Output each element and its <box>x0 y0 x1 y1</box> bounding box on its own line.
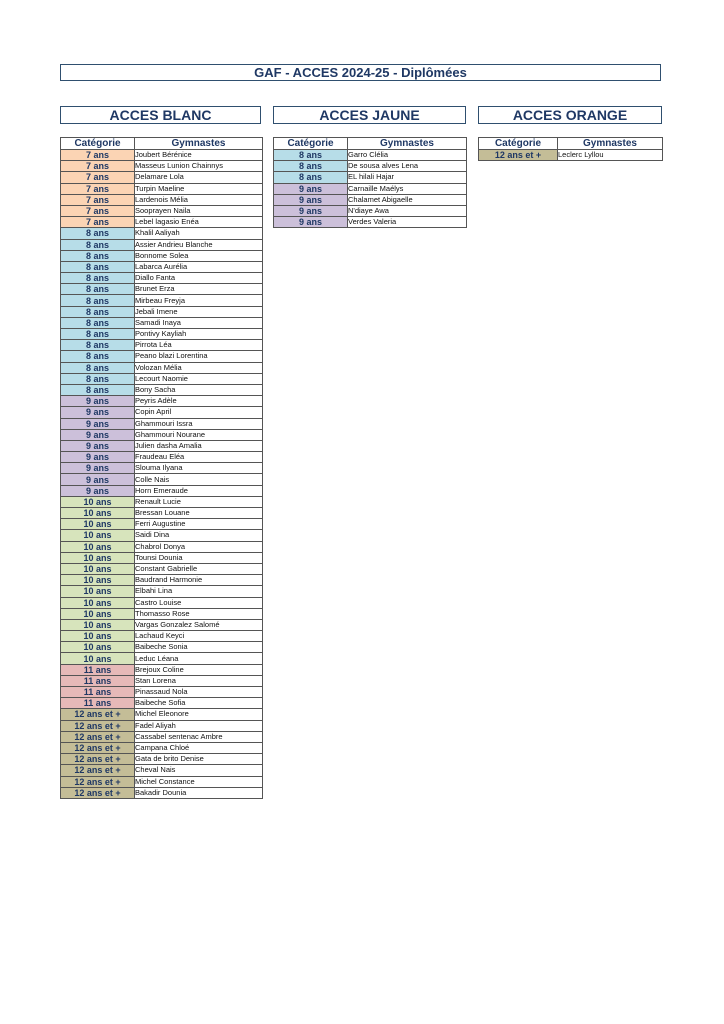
category-cell: 9 ans <box>61 396 135 407</box>
gymnast-name-cell: Bressan Louane <box>135 508 263 519</box>
table-row <box>61 608 263 619</box>
gymnast-name-cell: Mirbeau Freyja <box>135 295 263 306</box>
table-row <box>61 552 263 563</box>
gymnast-name-cell: Slouma Ilyana <box>135 463 263 474</box>
page-title: GAF - ACCES 2024-25 - Diplômées <box>60 64 661 81</box>
table-row <box>61 161 263 172</box>
gymnast-name-cell: Labarca Aurélia <box>135 261 263 272</box>
gymnast-name-cell: Bonnome Solea <box>135 250 263 261</box>
table-acces-jaune <box>273 137 467 228</box>
table-row <box>61 194 263 205</box>
category-cell: 12 ans et + <box>479 150 558 161</box>
category-cell: 11 ans <box>61 698 135 709</box>
table-row <box>61 239 263 250</box>
table-row <box>61 575 263 586</box>
table-row <box>61 228 263 239</box>
category-cell: 9 ans <box>61 429 135 440</box>
category-cell: 9 ans <box>274 205 348 216</box>
table-row <box>61 317 263 328</box>
category-cell: 10 ans <box>61 619 135 630</box>
gymnast-name-cell: Peyris Adèle <box>135 396 263 407</box>
category-cell: 12 ans et + <box>61 754 135 765</box>
table-row <box>61 284 263 295</box>
category-cell: 8 ans <box>274 161 348 172</box>
table-row <box>61 150 263 161</box>
category-cell: 10 ans <box>61 653 135 664</box>
table-row <box>61 373 263 384</box>
gymnast-name-cell: Michel Constance <box>135 776 263 787</box>
category-cell: 10 ans <box>61 575 135 586</box>
gymnast-name-cell: N'diaye Awa <box>348 205 467 216</box>
table-row <box>274 205 467 216</box>
gymnast-name-cell: Bony Sacha <box>135 384 263 395</box>
table-row <box>61 698 263 709</box>
gymnast-name-cell: Renault Lucie <box>135 496 263 507</box>
table-row <box>61 384 263 395</box>
category-cell: 12 ans et + <box>61 731 135 742</box>
table-row <box>61 664 263 675</box>
gymnast-name-cell: Lebel lagasio Enéa <box>135 217 263 228</box>
category-cell: 8 ans <box>61 340 135 351</box>
gymnast-name-cell: Ghammouri Issra <box>135 418 263 429</box>
column-header-category: Catégorie <box>479 138 558 150</box>
gymnast-name-cell: Ferri Augustine <box>135 519 263 530</box>
gymnast-name-cell: Diallo Fanta <box>135 273 263 284</box>
gymnast-name-cell: Campana Chloé <box>135 742 263 753</box>
category-cell: 10 ans <box>61 519 135 530</box>
table-row <box>61 642 263 653</box>
gymnast-name-cell: Sooprayen Naila <box>135 205 263 216</box>
category-cell: 7 ans <box>61 161 135 172</box>
gymnast-name-cell: Ghammouri Nourane <box>135 429 263 440</box>
gymnast-name-cell: Thomasso Rose <box>135 608 263 619</box>
gymnast-name-cell: Baudrand Harmonie <box>135 575 263 586</box>
table-row <box>274 161 467 172</box>
category-cell: 8 ans <box>61 273 135 284</box>
table-row <box>61 731 263 742</box>
category-cell: 9 ans <box>274 183 348 194</box>
gymnast-name-cell: Verdes Valeria <box>348 217 467 228</box>
category-cell: 8 ans <box>61 362 135 373</box>
table-row <box>61 463 263 474</box>
category-cell: 7 ans <box>61 194 135 205</box>
category-cell: 8 ans <box>61 317 135 328</box>
gymnast-name-cell: Pinassaud Nola <box>135 687 263 698</box>
table-row <box>61 776 263 787</box>
category-cell: 8 ans <box>61 228 135 239</box>
table-header-row <box>61 138 263 150</box>
table-row <box>61 250 263 261</box>
gymnast-name-cell: Horn Emeraude <box>135 485 263 496</box>
gymnast-name-cell: Leduc Léana <box>135 653 263 664</box>
gymnast-name-cell: Baibeche Sofia <box>135 698 263 709</box>
gymnast-name-cell: Jebali Imene <box>135 306 263 317</box>
table-header-row <box>479 138 663 150</box>
gymnast-name-cell: Joubert Bérénice <box>135 150 263 161</box>
gymnast-name-cell: Lecourt Naomie <box>135 373 263 384</box>
gymnast-name-cell: Carnaille Maélys <box>348 183 467 194</box>
table-row <box>61 720 263 731</box>
table-row <box>61 653 263 664</box>
table-row <box>61 586 263 597</box>
category-cell: 10 ans <box>61 530 135 541</box>
gymnast-name-cell: Brunet Erza <box>135 284 263 295</box>
category-cell: 9 ans <box>274 217 348 228</box>
table-acces-blanc <box>60 137 263 799</box>
table-row <box>274 150 467 161</box>
gymnast-name-cell: Copin April <box>135 407 263 418</box>
category-cell: 8 ans <box>61 373 135 384</box>
gymnast-name-cell: Cheval Nais <box>135 765 263 776</box>
table-row <box>61 687 263 698</box>
category-cell: 7 ans <box>61 150 135 161</box>
category-cell: 12 ans et + <box>61 742 135 753</box>
gymnast-name-cell: Chabrol Donya <box>135 541 263 552</box>
gymnast-name-cell: Leclerc Lyllou <box>558 150 663 161</box>
gymnast-name-cell: Volozan Mélia <box>135 362 263 373</box>
table-row <box>61 362 263 373</box>
column-header-category: Catégorie <box>274 138 348 150</box>
category-cell: 10 ans <box>61 563 135 574</box>
category-cell: 12 ans et + <box>61 787 135 798</box>
gymnast-name-cell: Constant Gabrielle <box>135 563 263 574</box>
table-row <box>61 452 263 463</box>
category-cell: 9 ans <box>61 418 135 429</box>
table-row <box>61 508 263 519</box>
category-cell: 10 ans <box>61 508 135 519</box>
table-row <box>61 306 263 317</box>
category-cell: 7 ans <box>61 217 135 228</box>
gymnast-name-cell: Brejoux Coline <box>135 664 263 675</box>
gymnast-name-cell: Castro Louise <box>135 597 263 608</box>
table-header-row <box>274 138 467 150</box>
table-row <box>61 418 263 429</box>
gymnast-name-cell: Baibeche Sonia <box>135 642 263 653</box>
gymnast-name-cell: Julien dasha Amalia <box>135 440 263 451</box>
table-row <box>274 217 467 228</box>
table-row <box>61 429 263 440</box>
category-cell: 10 ans <box>61 541 135 552</box>
category-cell: 10 ans <box>61 631 135 642</box>
category-cell: 12 ans et + <box>61 776 135 787</box>
gymnast-name-cell: Stan Lorena <box>135 675 263 686</box>
gymnast-name-cell: Colle Nais <box>135 474 263 485</box>
gymnast-name-cell: Samadi Inaya <box>135 317 263 328</box>
category-cell: 10 ans <box>61 642 135 653</box>
table-row <box>61 675 263 686</box>
table-row <box>61 754 263 765</box>
category-cell: 12 ans et + <box>61 720 135 731</box>
category-cell: 8 ans <box>61 351 135 362</box>
section-title-acces-jaune: ACCES JAUNE <box>273 106 466 124</box>
gymnast-name-cell: Chalamet Abigaelle <box>348 194 467 205</box>
category-cell: 8 ans <box>274 150 348 161</box>
table-row <box>61 474 263 485</box>
gymnast-name-cell: Fadel Aliyah <box>135 720 263 731</box>
category-cell: 7 ans <box>61 183 135 194</box>
table-row <box>274 172 467 183</box>
gymnast-name-cell: Assier Andrieu Blanche <box>135 239 263 250</box>
category-cell: 10 ans <box>61 608 135 619</box>
gymnast-name-cell: Masseus Lunion Chainnys <box>135 161 263 172</box>
category-cell: 8 ans <box>61 250 135 261</box>
table-row <box>61 295 263 306</box>
table-row <box>274 183 467 194</box>
category-cell: 8 ans <box>61 384 135 395</box>
category-cell: 9 ans <box>61 440 135 451</box>
gymnast-name-cell: Saidi Dina <box>135 530 263 541</box>
table-row <box>61 631 263 642</box>
category-cell: 8 ans <box>61 329 135 340</box>
category-cell: 10 ans <box>61 597 135 608</box>
table-row <box>61 340 263 351</box>
category-cell: 8 ans <box>61 284 135 295</box>
gymnast-name-cell: Fraudeau Eléa <box>135 452 263 463</box>
table-row <box>61 496 263 507</box>
category-cell: 9 ans <box>61 463 135 474</box>
category-cell: 10 ans <box>61 586 135 597</box>
category-cell: 9 ans <box>61 407 135 418</box>
category-cell: 8 ans <box>61 295 135 306</box>
table-row <box>61 787 263 798</box>
table-row <box>61 407 263 418</box>
gymnast-name-cell: Cassabel sentenac Ambre <box>135 731 263 742</box>
category-cell: 9 ans <box>274 194 348 205</box>
table-row <box>61 261 263 272</box>
gymnast-name-cell: Pontivy Kayliah <box>135 329 263 340</box>
table-row <box>61 485 263 496</box>
category-cell: 12 ans et + <box>61 709 135 720</box>
table-row <box>61 329 263 340</box>
section-title-acces-blanc: ACCES BLANC <box>60 106 261 124</box>
gymnast-name-cell: EL hilali Hajar <box>348 172 467 183</box>
gymnast-name-cell: De sousa alves Lena <box>348 161 467 172</box>
category-cell: 8 ans <box>274 172 348 183</box>
table-row <box>479 150 663 161</box>
gymnast-name-cell: Turpin Maeline <box>135 183 263 194</box>
table-row <box>61 519 263 530</box>
table-row <box>61 172 263 183</box>
category-cell: 8 ans <box>61 239 135 250</box>
category-cell: 9 ans <box>61 452 135 463</box>
gymnast-name-cell: Peano blazi Lorentina <box>135 351 263 362</box>
table-row <box>61 709 263 720</box>
gymnast-name-cell: Delamare Lola <box>135 172 263 183</box>
gymnast-name-cell: Elbahi Lina <box>135 586 263 597</box>
category-cell: 9 ans <box>61 474 135 485</box>
table-row <box>61 597 263 608</box>
category-cell: 8 ans <box>61 261 135 272</box>
gymnast-name-cell: Lachaud Keyci <box>135 631 263 642</box>
gymnast-name-cell: Khalil Aaliyah <box>135 228 263 239</box>
gymnast-name-cell: Bakadir Dounia <box>135 787 263 798</box>
column-header-gymnasts: Gymnastes <box>348 138 467 150</box>
table-row <box>61 563 263 574</box>
gymnast-name-cell: Michel Eleonore <box>135 709 263 720</box>
table-acces-orange <box>478 137 663 161</box>
table-row <box>61 273 263 284</box>
column-header-category: Catégorie <box>61 138 135 150</box>
category-cell: 11 ans <box>61 687 135 698</box>
category-cell: 11 ans <box>61 664 135 675</box>
column-header-gymnasts: Gymnastes <box>558 138 663 150</box>
table-row <box>274 194 467 205</box>
table-row <box>61 351 263 362</box>
category-cell: 7 ans <box>61 172 135 183</box>
table-row <box>61 765 263 776</box>
gymnast-name-cell: Gata de brito Denise <box>135 754 263 765</box>
table-row <box>61 619 263 630</box>
table-row <box>61 440 263 451</box>
category-cell: 10 ans <box>61 496 135 507</box>
category-cell: 8 ans <box>61 306 135 317</box>
gymnast-name-cell: Lardenois Mélia <box>135 194 263 205</box>
category-cell: 11 ans <box>61 675 135 686</box>
category-cell: 10 ans <box>61 552 135 563</box>
table-row <box>61 183 263 194</box>
category-cell: 9 ans <box>61 485 135 496</box>
table-row <box>61 530 263 541</box>
gymnast-name-cell: Pirrota Léa <box>135 340 263 351</box>
section-title-acces-orange: ACCES ORANGE <box>478 106 662 124</box>
table-row <box>61 396 263 407</box>
category-cell: 12 ans et + <box>61 765 135 776</box>
category-cell: 7 ans <box>61 205 135 216</box>
gymnast-name-cell: Tounsi Dounia <box>135 552 263 563</box>
table-row <box>61 205 263 216</box>
column-header-gymnasts: Gymnastes <box>135 138 263 150</box>
table-row <box>61 217 263 228</box>
table-row <box>61 541 263 552</box>
table-row <box>61 742 263 753</box>
gymnast-name-cell: Garro Clélia <box>348 150 467 161</box>
gymnast-name-cell: Vargas Gonzalez Salomé <box>135 619 263 630</box>
